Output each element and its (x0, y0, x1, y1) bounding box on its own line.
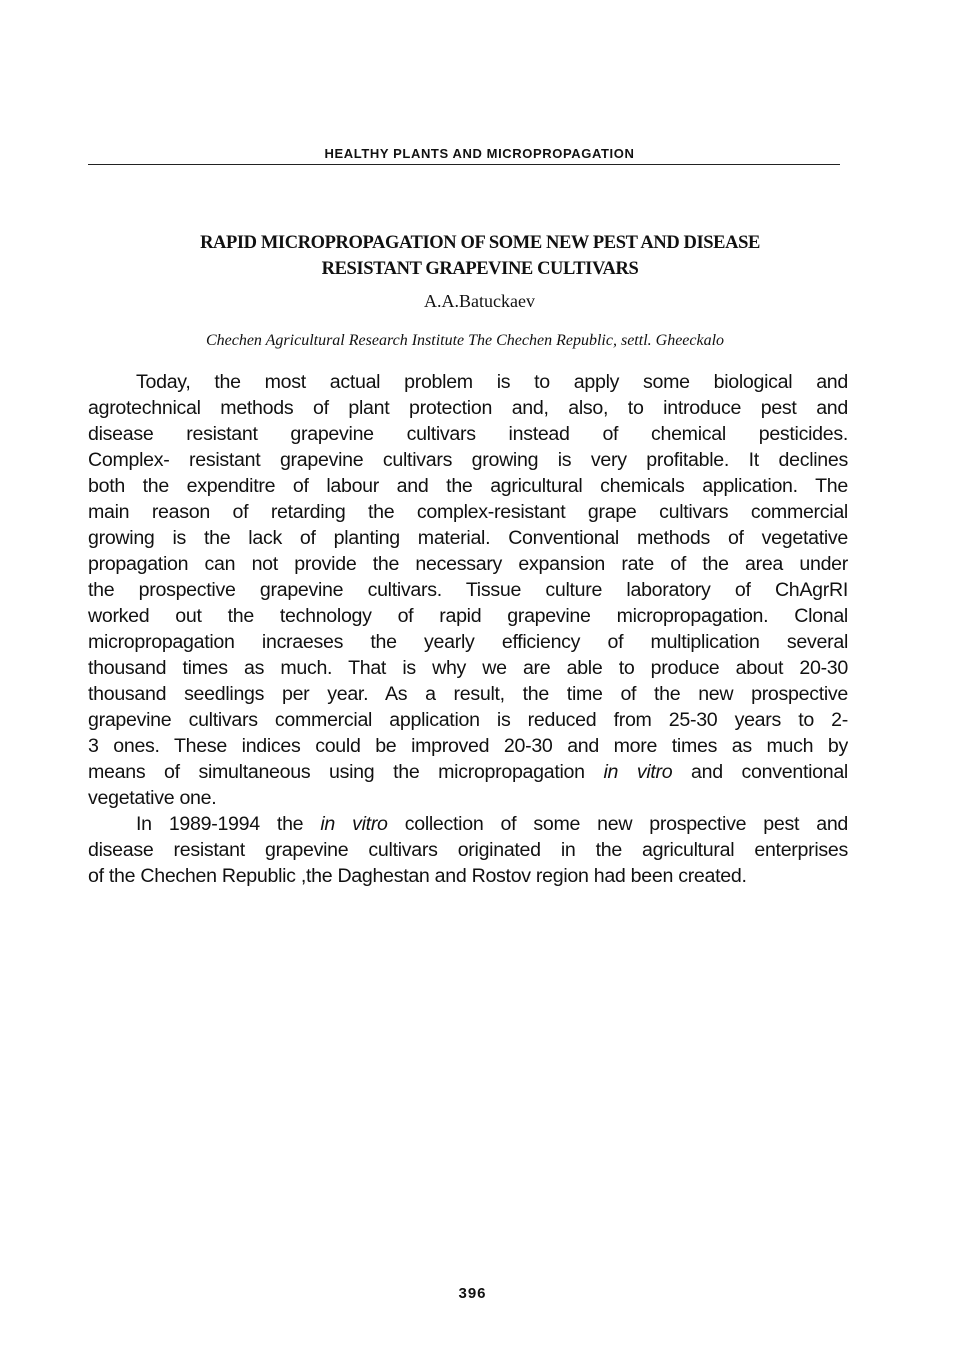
paragraph-1-line: the prospective grapevine cultivars. Tissue culture laboratory of ChAgrRI (88, 579, 848, 601)
paragraph-1-line: thousand times as much. That is why we are able to produce about 20-30 (88, 657, 848, 679)
paragraph-1-line: agrotechnical methods of plant protection and, also, to introduce pest and (88, 397, 848, 419)
paragraph-1-text: means of simultaneous using the micropropagation (88, 761, 604, 783)
paragraph-1-line: micropropagation incraeses the yearly efficiency of multiplication several (88, 631, 848, 653)
title-line-1: RAPID MICROPROPAGATION OF SOME NEW PEST AND DISEASE (200, 233, 760, 253)
paragraph-1-text: and conventional (672, 761, 848, 783)
paragraph-1-line: worked out the technology of rapid grapevine micropropagation. Clonal (88, 605, 848, 627)
paragraph-1-line: both the expenditre of labour and the agricultural chemicals application. The (88, 475, 848, 497)
header-rule (88, 164, 840, 165)
paragraph-1-line: propagation can not provide the necessary expansion rate of the area under (88, 553, 848, 575)
paragraph-2-line: disease resistant grapevine cultivars originated in the agricultural enterprises (88, 839, 848, 861)
page-number: 396 (458, 1285, 487, 1302)
author: A.A.Batuckaev (424, 291, 535, 311)
paragraph-2-line (88, 811, 848, 837)
paragraph-2-text: collection of some new prospective pest and (387, 813, 848, 835)
paragraph-1-last-line: vegetative one. (88, 787, 217, 809)
paragraph-1-line: 3 ones. These indices could be improved 20-30 and more times as much by (88, 735, 848, 757)
title-line-2: RESISTANT GRAPEVINE CULTIVARS (321, 259, 639, 279)
paragraph-1-line (88, 759, 848, 785)
paragraph-2-text: In 1989-1994 the (136, 813, 321, 835)
paragraph-1-line: grapevine cultivars commercial application is reduced from 25-30 years to 2- (88, 709, 848, 731)
running-header: HEALTHY PLANTS AND MICROPROPAGATION (324, 146, 635, 161)
paragraph-1-line: Complex- resistant grapevine cultivars growing is very profitable. It declines (88, 449, 848, 471)
paragraph-1-line: Today, the most actual problem is to apply some biological and (136, 371, 848, 393)
in-vitro-italic: in vitro (320, 813, 388, 835)
article-body (88, 369, 848, 889)
affiliation: Chechen Agricultural Research Institute The Chechen Republic, settl. Gheeckalo (205, 332, 725, 349)
in-vitro-italic: in vitro (603, 761, 673, 783)
article-title (80, 230, 880, 282)
paragraph-1-line: disease resistant grapevine cultivars instead of chemical pesticides. (88, 423, 848, 445)
paragraph-1-line: thousand seedlings per year. As a result, the time of the new prospective (88, 683, 848, 705)
paragraph-2-last-line: of the Chechen Republic ,the Daghestan and Rostov region had been created. (88, 865, 747, 887)
paragraph-1-line: main reason of retarding the complex-resistant grape cultivars commercial (88, 501, 848, 523)
paragraph-1-line: growing is the lack of planting material. Conventional methods of vegetative (88, 527, 848, 549)
